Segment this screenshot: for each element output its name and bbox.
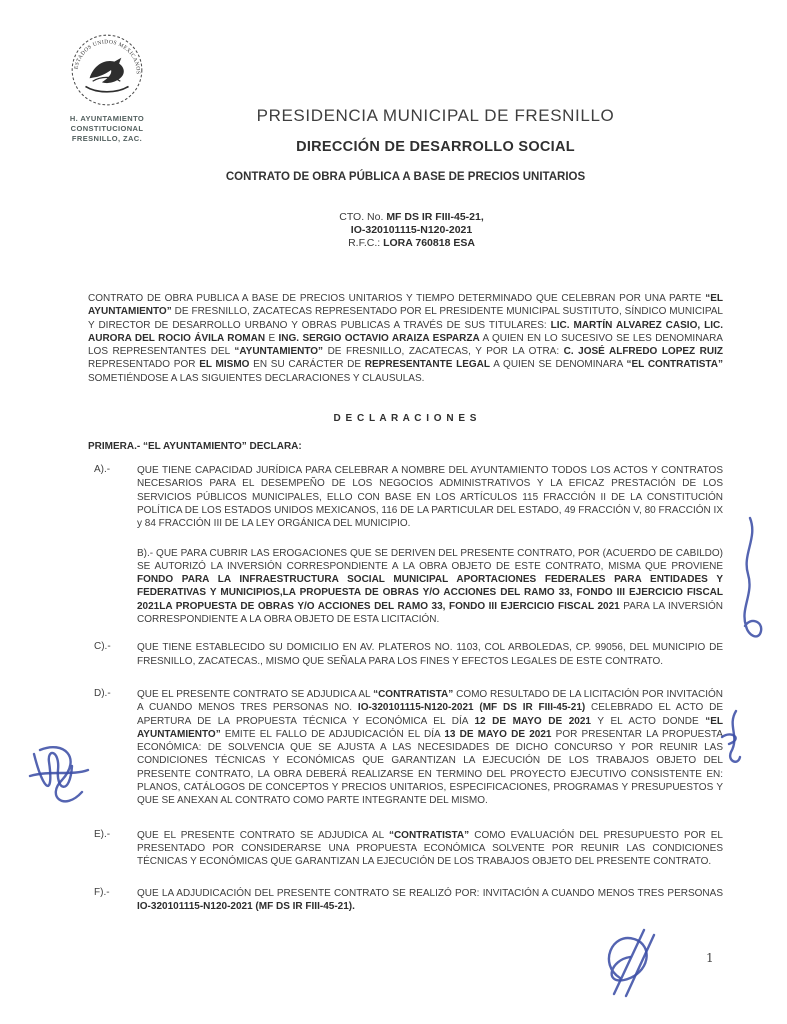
declaration-item-label: D).- <box>94 687 111 699</box>
logo-caption-line-1: H. AYUNTAMIENTO <box>69 114 145 123</box>
declaration-item-label: F).- <box>94 886 110 898</box>
tender-number: IO-320101115-N120-2021 <box>350 224 473 236</box>
document-title: PRESIDENCIA MUNICIPAL DE FRESNILLO <box>256 106 615 125</box>
contract-heading: CONTRATO DE OBRA PÚBLICA A BASE DE PRECIOS UNITARIOS <box>225 171 586 183</box>
bottom-right-signature <box>588 922 678 1007</box>
seal-arc-text: ESTADOS UNIDOS MEXICANOS <box>73 39 141 75</box>
rfc-label: R.F.C.: <box>348 237 381 249</box>
declaration-item-text: QUE TIENE ESTABLECIDO SU DOMICILIO EN AV. PLATEROS NO. 1103, COL ARBOLEDAS, CP. 99056, DEL MUNICIPIO DE FRESNILLO, ZACATECAS., MISMO QUE SEÑALA PARA LOS FINES Y EFECTOS LEGALES DE ESTE CONTRATO. <box>137 642 723 667</box>
contract-reference <box>88 211 723 250</box>
declaration-item-e <box>88 829 723 869</box>
declaration-item-f <box>88 887 723 914</box>
declaration-item-b <box>88 547 723 627</box>
right-margin-flourish <box>728 512 783 652</box>
contract-number-label: CTO. No. <box>339 211 384 223</box>
left-margin-initials <box>20 736 100 826</box>
declaration-item-text: QUE TIENE CAPACIDAD JURÍDICA PARA CELEBRAR A NOMBRE DEL AYUNTAMIENTO TODOS LOS ACTOS Y CONTRATOS NECESARIOS PARA EL DESEMPEÑO DE LOS NEGOCIOS ADMINISTRATIVOS Y LA EFICAZ PRESTACIÓN DE LOS SERVICIOS PÚBLICOS MUNICIPALES, ELLO CON BASE EN LOS ARTÍCULOS 115 FRACCIÓN II DE LA CONSTITUCIÓN POLÍTICA DE LOS ESTADOS UNIDOS MEXICANOS, 116 DE LA PARTICULAR DEL ESTADO, 49 FRACCIÓN V, 80 FRACCIÓN IX y 84 FRACCIÓN III DE LA LEY ORGÁNICA DEL MUNICIPIO. <box>137 465 723 530</box>
intro-paragraph: CONTRATO DE OBRA PUBLICA A BASE DE PRECIOS UNITARIOS Y TIEMPO DETERMINADO QUE CELEBRAN POR UNA PARTE “EL AYUNTAMIENTO” DE FRESNILLO, ZACATECAS REPRESENTADO POR EL PRESIDENTE MUNICIPAL SUSTITUTO, SÍNDICO MUNICIPAL Y DIRECTOR DE DESARROLLO URBANO Y OBRAS PUBLICAS A TRAVÉS DE SUS TITULARES: LIC. MARTÍN ALVAREZ CASIO, LIC. AURORA DEL ROCIO ÁVILA ROMAN E ING. SERGIO OCTAVIO ARAIZA ESPARZA A QUIEN EN LO SUCESIVO SE LES DENOMINARA LOS REPRESENTANTES DEL “AYUNTAMIENTO” DE FRESNILLO, ZACATECAS, Y POR LA OTRA: C. JOSÉ ALFREDO LOPEZ RUIZ REPRESENTADO POR EL MISMO EN SU CARÁCTER DE REPRESENTANTE LEGAL A QUIEN SE DENOMINARA “EL CONTRATISTA” SOMETIÉNDOSE A LAS SIGUIENTES DECLARACIONES Y CLAUSULAS. <box>88 293 724 384</box>
declaration-item-c <box>88 641 723 668</box>
declaration-item-label: E).- <box>94 828 111 840</box>
eagle-seal-icon <box>55 28 159 112</box>
rfc-value: LORA 760818 ESA <box>383 237 475 249</box>
page-number: 1 <box>706 951 714 965</box>
declaration-item-a <box>88 464 723 530</box>
department-title: DIRECCIÓN DE DESARROLLO SOCIAL <box>296 139 575 155</box>
logo-caption-line-2: CONSTITUCIONAL <box>70 124 144 133</box>
declarations-title: D E C L A R A C I O N E S <box>333 413 478 425</box>
declaration-item-text: QUE LA ADJUDICACIÓN DEL PRESENTE CONTRATO SE REALIZÓ POR: INVITACIÓN A CUANDO MENOS TRES PERSONAS IO-320101115-N120-2021 (MF DS IR FIII-45-21). <box>137 887 723 912</box>
declaration-item-label: C).- <box>94 641 111 653</box>
declaration-item-text: QUE EL PRESENTE CONTRATO SE ADJUDICA AL “CONTRATISTA” COMO EVALUACIÓN DEL PRESUPUESTO POR EL PRESENTADO POR CONSIDERARSE UNA PROPUESTA ECONÓMICA SOLVENTE POR REUNIR LAS CONDICIONES TÉCNICAS Y ECONÓMICAS QUE GARANTIZAN LA EJECUCIÓN DE LOS TRABAJOS OBJETO DEL PRESENTE CONTRATO. <box>137 829 723 868</box>
declaration-item-text: B).- QUE PARA CUBRIR LAS EROGACIONES QUE SE DERIVEN DEL PRESENTE CONTRATO, POR (ACUERDO DE CABILDO) SE AUTORIZÓ LA INVERSIÓN CORRESPONDIENTE A LA OBRA OBJETO DE ESTE CONTRATO, MISMA QUE PROVIENE FONDO PARA LA INFRAESTRUCTURA SOCIAL MUNICIPAL APORTACIONES FEDERALES PARA ENTIDADES Y FEDERATIVAS Y MUNICIPIOS,LA PROPUESTA DE OBRAS Y/O ACCIONES DEL RAMO 33, FONDO III EJERCICIO FISCAL 2021LA PROPUESTA DE OBRAS Y/O ACCIONES DEL RAMO 33, FONDO III EJERCICIO FISCAL 2021 PARA LA INVERSIÓN CORRESPONDIENTE A LA OBRA OBJETO DE ESTA LICITACIÓN. <box>137 547 723 626</box>
declaration-item-text: QUE EL PRESENTE CONTRATO SE ADJUDICA AL “CONTRATISTA” COMO RESULTADO DE LA LICITACIÓN POR INVITACIÓN A CUANDO MENOS TRES PERSONAS NO. IO-320101115-N120-2021 (MF DS IR FIII-45-21) CELEBRADO EL ACTO DE APERTURA DE LA PROPUESTA TÉCNICA Y ECONÓMICA EL DÍA 12 DE MAYO DE 2021 Y EL ACTO DONDE “EL AYUNTAMIENTO” EMITE EL FALLO DE ADJUDICACIÓN EL DÍA 13 DE MAYO DE 2021 POR PRESENTAR LA PROPUESTA ECONÓMICA: DE SOLVENCIA QUE SE AJUSTA A LAS NECESIDADES DE DICHO CONCURSO Y POR REUNIR LAS CONDICIONES TÉCNICAS Y ECONÓMICAS QUE GARANTIZAN LA EJECUCIÓN DE LOS TRABAJOS OBJETO DEL PRESENTE CONTRATO, LA OBRA DEBERÁ REALIZARSE EN TERMINO DEL PROYECTO EJECUTIVO CONSISTENTE EN: PLANOS, CATÁLOGOS DE CONCEPTOS Y PRECIOS UNITARIOS, ESPECIFICACIONES, PROGRAMAS Y PRESUPUESTOS Y QUE SE ANEXAN AL CONTRATO COMO PARTE INTEGRANTE DEL MISMO. <box>137 688 723 807</box>
right-margin-small-mark <box>712 706 757 776</box>
logo-caption-line-3: FRESNILLO, ZAC. <box>71 134 143 143</box>
primera-heading: PRIMERA.- “EL AYUNTAMIENTO” DECLARA: <box>88 441 302 453</box>
rfc-line <box>100 237 723 250</box>
declaration-item-label: A).- <box>94 464 111 476</box>
contract-number-value: MF DS IR FIII-45-21, <box>386 211 484 223</box>
declaration-item-d <box>88 688 723 808</box>
contract-number-line <box>100 211 723 224</box>
